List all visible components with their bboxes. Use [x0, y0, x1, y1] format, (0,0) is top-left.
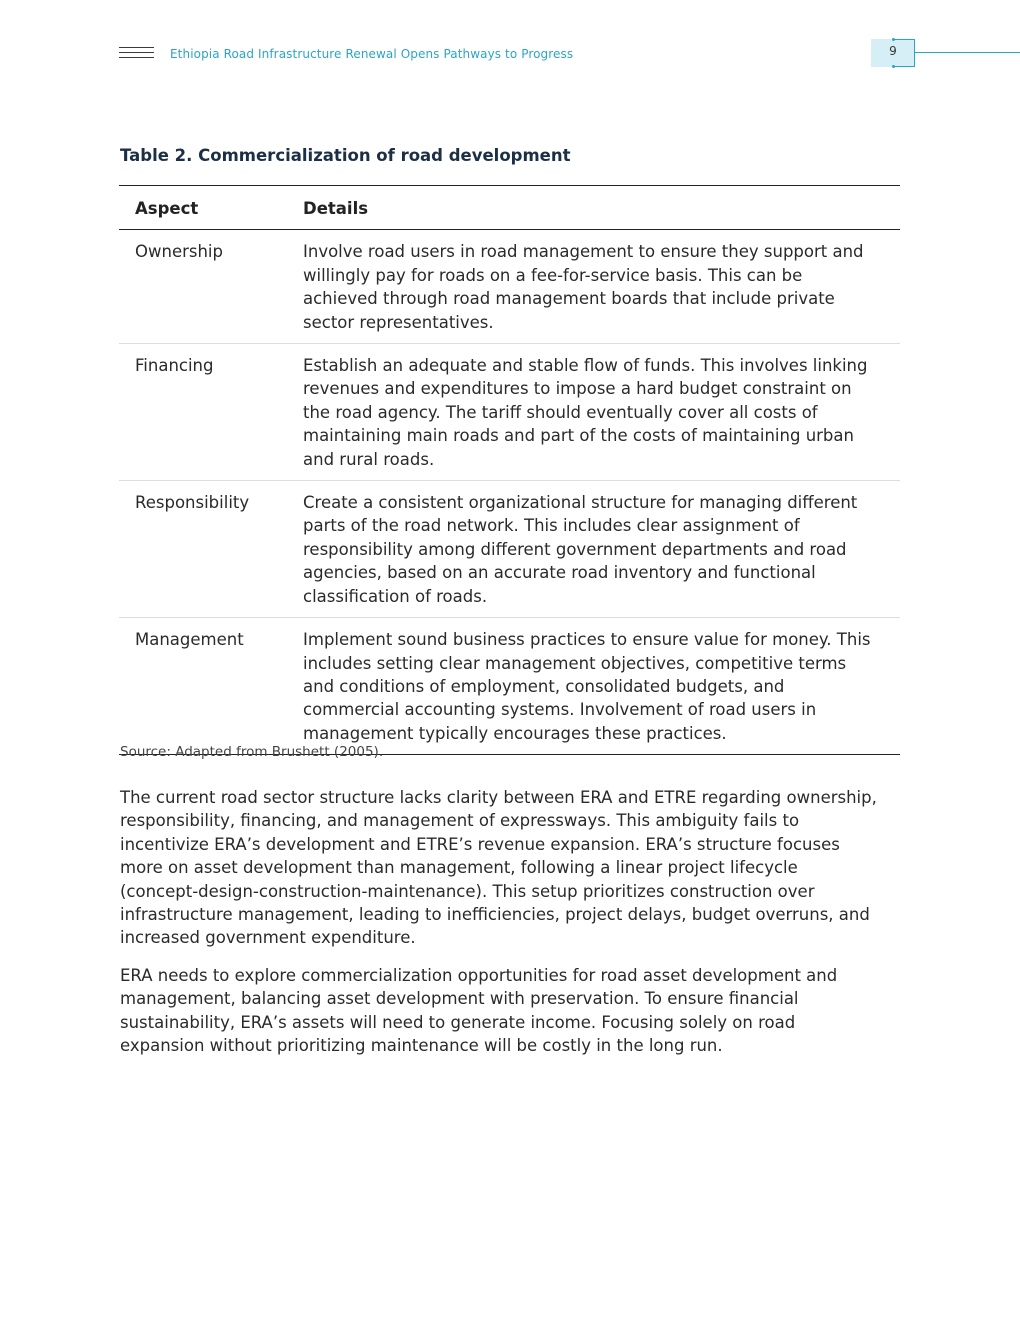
table-row: [119, 481, 900, 618]
table-caption: Table 2. Commercialization of road development: [120, 146, 571, 165]
commercialization-table: [119, 185, 900, 755]
running-title: Ethiopia Road Infrastructure Renewal Opens Pathways to Progress: [170, 47, 574, 61]
body-paragraph: ERA needs to explore commercialization opportunities for road asset development and management, balancing asset development with preservation. To ensure financial sustainability, ERA’s assets will need to generate income. Focusing solely on road expansion without prioritizing maintenance will be costly in the long run.: [120, 966, 838, 1056]
frame-dot: [892, 38, 895, 41]
aspect-cell: Management: [135, 630, 244, 650]
details-cell: Involve road users in road management to ensure they support and willingly pay for roads on a fee-for-service basis. This can be achieved through road management boards that include private sector representatives.: [303, 242, 864, 332]
frame-dot: [892, 65, 895, 68]
aspect-cell: Financing: [135, 356, 214, 376]
column-header-aspect: Aspect: [135, 199, 199, 218]
details-cell: Establish an adequate and stable flow of funds. This involves linking revenues and expenditures to impose a hard budget constraint on the road agency. The tariff should eventually cover all costs of maintaining main roads and part of the costs of maintaining urban and rural roads.: [303, 356, 868, 469]
body-paragraph: The current road sector structure lacks clarity between ERA and ETRE regarding ownership, responsibility, financing, and management of expressways. This ambiguity fails to incentivize ERA’s development and ETRE’s revenue expansion. ERA’s structure focuses more on asset development than management, following a linear project lifecycle (concept-design-construction-maintenance). This setup prioritizes construction over infrastructure management, leading to inefficiencies, project delays, budget overruns, and increased government expenditure.: [120, 788, 877, 948]
table-source: Source: Adapted from Brushett (2005).: [120, 744, 384, 760]
table-row: [119, 230, 900, 344]
aspect-cell: Ownership: [135, 242, 223, 262]
page-number: 9: [889, 44, 897, 58]
table-header-row: [119, 186, 900, 230]
header-rule-icon: [119, 47, 154, 59]
header-line: [915, 52, 1020, 53]
column-header-details: Details: [303, 199, 369, 218]
table-row: [119, 344, 900, 481]
details-cell: Implement sound business practices to ensure value for money. This includes setting clear management objectives, competitive terms and conditions of employment, consolidated budgets, and commercial accounting systems. Involvement of road users in management typically encourages these practices.: [303, 630, 871, 743]
aspect-cell: Responsibility: [135, 493, 250, 513]
table-row: [119, 618, 900, 755]
details-cell: Create a consistent organizational structure for managing different parts of the road network. This includes clear assignment of responsibility among different government departments and road agencies, based on an accurate road inventory and functional classification of roads.: [303, 493, 858, 606]
